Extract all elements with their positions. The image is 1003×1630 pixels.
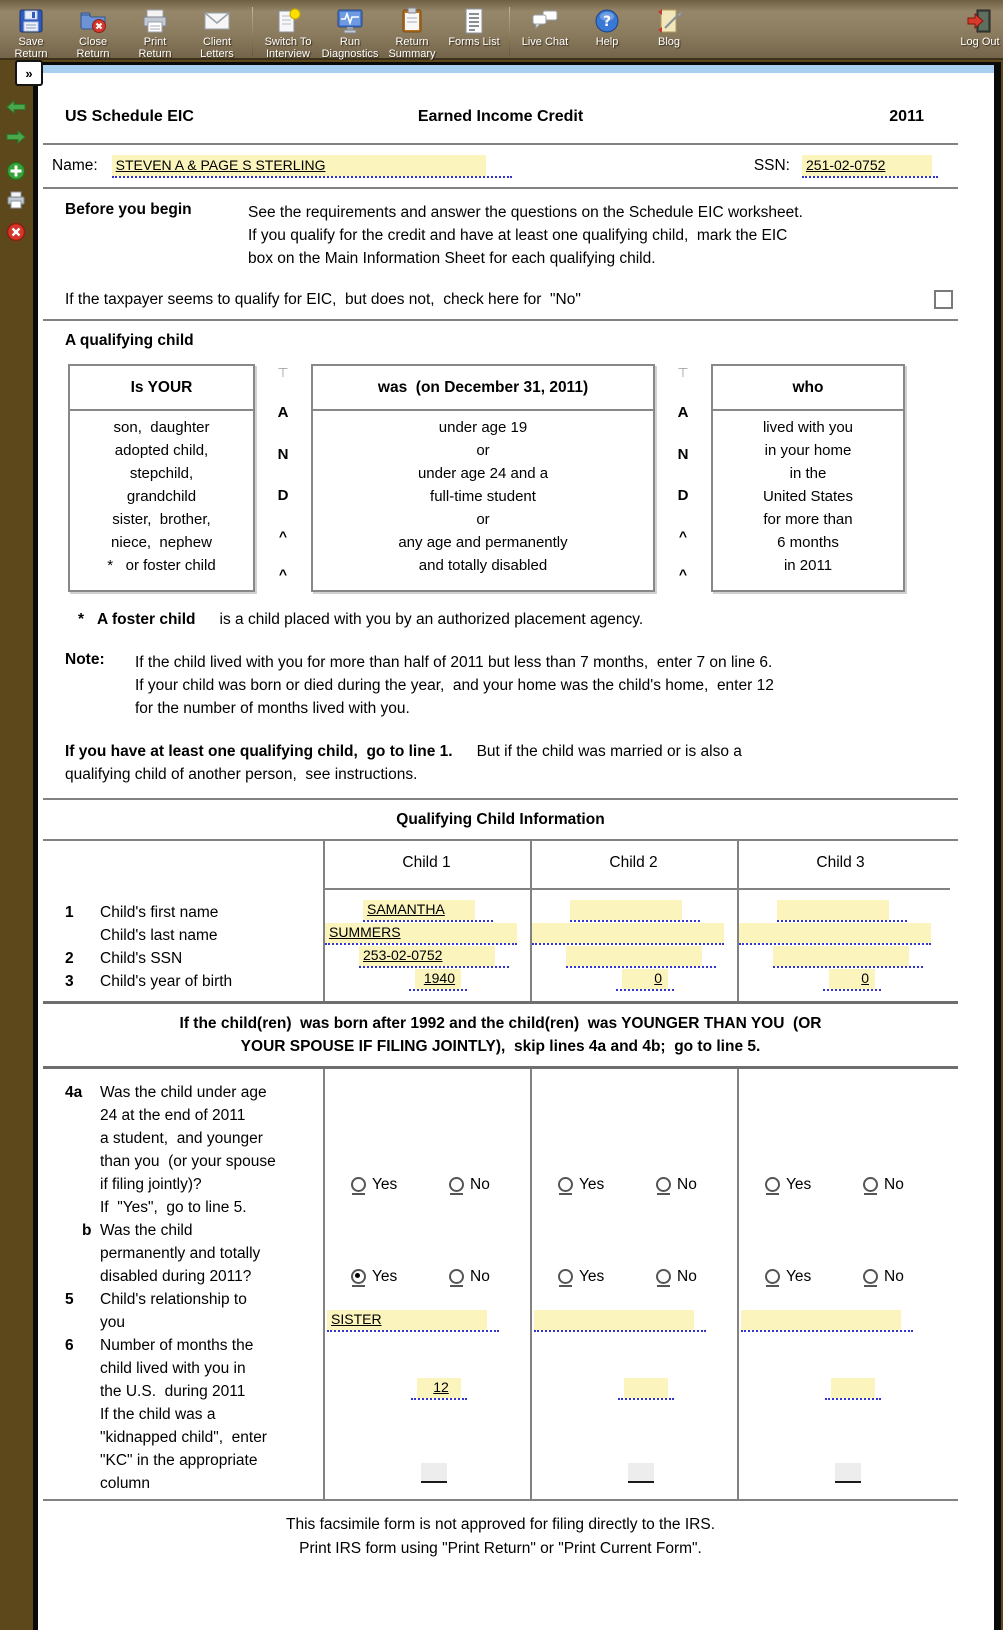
box-line: under age 24 and a (417, 465, 549, 482)
asterisk: * (78, 611, 85, 628)
connector-caret: ^ (278, 565, 288, 582)
goto-line1-section (43, 740, 958, 786)
toolbar-label: Print Return (138, 36, 172, 60)
connector-caret: ^ (678, 565, 688, 582)
before-text-line: See the requirements and answer the questions on the Schedule EIC worksheet. (248, 204, 803, 221)
eic-no-checkbox[interactable] (934, 290, 953, 309)
radio-4b-no-child3[interactable] (863, 1269, 878, 1284)
radio-4a-yes-child3[interactable] (765, 1177, 780, 1192)
q4a-line: if filing jointly)? (100, 1176, 202, 1193)
close-return-button[interactable] (64, 5, 122, 60)
form-tax-year: 2011 (889, 108, 924, 125)
connector-letter: N (277, 445, 289, 463)
eic-no-row (43, 290, 958, 309)
facsimile-footer (43, 1513, 958, 1561)
q6-line: 6 Number of months the (43, 1334, 253, 1357)
row-birth-year-label: 3 Child's year of birth (43, 970, 232, 993)
form-title-row (43, 105, 958, 129)
client-letters-icon (202, 5, 232, 36)
box-line: and totally disabled (418, 557, 548, 574)
client-letters-button[interactable] (188, 5, 246, 60)
box-line: adopted child, (114, 442, 209, 459)
blog-icon (654, 5, 684, 36)
note-section (43, 651, 958, 720)
qualifying-child-table (43, 841, 958, 1001)
save-return-icon (16, 5, 46, 36)
divider (43, 1499, 958, 1501)
name-label: Name: (52, 157, 98, 174)
q4a-child2-yes-option: Yes (558, 1173, 604, 1196)
taxpayer-ssn-value: 251-02-0752 (806, 156, 886, 173)
print-return-icon (140, 5, 170, 36)
row-last-name-label: Child's last name (100, 927, 218, 944)
child1-last-name-field[interactable]: SUMMERS (325, 923, 517, 945)
child1-first-name-field[interactable]: SAMANTHA (363, 900, 493, 922)
toolbar-label: Client Letters (200, 36, 234, 60)
close-return-icon (78, 5, 108, 36)
relationship-box (68, 364, 255, 592)
child1-relationship-field[interactable]: SISTER (327, 1310, 499, 1332)
connector-letter: A (277, 404, 289, 422)
child2-birth-year-field[interactable]: 0 (616, 969, 674, 991)
toolbar-label: Switch To Interview (264, 36, 312, 60)
q6-line: the U.S. during 2011 (100, 1383, 246, 1400)
eic-no-text: If the taxpayer seems to qualify for EIC, but does not, check here for "No" (65, 290, 581, 308)
q4a-child3-yes-option: Yes (765, 1173, 811, 1196)
connector-letter: N (677, 445, 689, 463)
close-red-icon[interactable] (6, 222, 26, 242)
skip-lines-note: If the child(ren) was born after 1992 and the child(ren) was YOUNGER THAN YOU (OR YOUR SPOUSE IF FILING JOINTLY), skip lines 4a and 4b; go to line 5. (179, 1015, 822, 1055)
q5-line: you (100, 1314, 125, 1331)
q4a-line: 4a Was the child under age (43, 1081, 267, 1104)
and-connector (655, 364, 711, 592)
box-line: full-time student (430, 488, 536, 505)
note-line: for the number of months lived with you. (135, 700, 410, 717)
blog-button[interactable] (640, 5, 698, 48)
box-line: any age and permanently (398, 534, 568, 551)
box-line: in the (789, 465, 827, 482)
box-line: stepchild, (129, 465, 194, 482)
q4a-child1-yes-option: Yes (351, 1173, 397, 1196)
connector-caret: ^ (678, 527, 688, 544)
line-number: 1 (65, 904, 74, 921)
connector-letter: D (277, 487, 289, 505)
expand-tab[interactable] (15, 60, 43, 86)
back-arrow-icon[interactable] (6, 100, 26, 120)
toolbar-label: Forms List (448, 36, 500, 48)
line-number: b (82, 1222, 92, 1239)
form-titlebar-strip (38, 65, 994, 73)
child2-kc-box[interactable] (628, 1463, 654, 1483)
name-ssn-row (43, 145, 958, 187)
run-diagnostics-icon (335, 5, 365, 36)
box-line: or (476, 511, 490, 528)
line-number: 3 (65, 973, 74, 990)
return-summary-icon (397, 5, 427, 36)
q4a-line: a student, and younger (100, 1130, 263, 1147)
radio-4a-no-child2[interactable] (656, 1177, 671, 1192)
switch-to-interview-icon (273, 5, 303, 36)
child3-months-field[interactable] (825, 1378, 881, 1400)
box-line: lived with you (762, 419, 854, 436)
q4b-line: disabled during 2011? (100, 1268, 252, 1285)
age-box (311, 364, 655, 592)
child2-last-name-field[interactable] (532, 923, 724, 945)
connector-letter: A (677, 404, 689, 422)
child1-kc-box[interactable] (421, 1463, 447, 1483)
row-first-name-label: 1 Child's first name (43, 901, 218, 924)
svg-text:?: ? (602, 13, 612, 30)
q4a-child1-no-option: No (449, 1173, 490, 1196)
residency-box (711, 364, 905, 592)
column-divider (323, 1069, 325, 1499)
and-connector (255, 364, 311, 592)
divider (43, 319, 958, 321)
child3-first-name-field[interactable] (777, 900, 907, 922)
taxpayer-ssn-field[interactable] (802, 155, 938, 178)
before-text-line: If you qualify for the credit and have at least one qualifying child, mark the EIC (248, 227, 788, 244)
box-line: * or foster child (107, 557, 216, 574)
q4b-line: b Was the child (43, 1219, 192, 1242)
note-line: If your child was born or died during the year, and your home was the child's home, enter 12 (135, 677, 774, 694)
form-title-center: Earned Income Credit (417, 108, 584, 125)
print-return-button[interactable] (126, 5, 184, 60)
toolbar-label: Save Return (14, 36, 48, 60)
note-line: If the child lived with you for more than half of 2011 but less than 7 months, enter 7 on line 6. (135, 654, 773, 671)
radio-4b-yes-child2[interactable] (558, 1269, 573, 1284)
qualifying-child-boxes (68, 364, 958, 592)
connector-letter: D (677, 487, 689, 505)
qualifying-child-heading: A qualifying child (65, 332, 194, 349)
box-line: 6 months (777, 534, 839, 551)
line-number: 5 (65, 1291, 74, 1308)
radio-4a-yes-child1[interactable] (351, 1177, 366, 1192)
toolbar-label: Log Out (960, 36, 1000, 48)
form-title-left: US Schedule EIC (65, 108, 194, 125)
child1-months-field[interactable]: 12 (411, 1378, 467, 1400)
box-line: son, daughter (113, 419, 210, 436)
connector-top: ⊤ (677, 365, 689, 380)
column-divider (737, 1069, 739, 1499)
q4a-line: than you (or your spouse (100, 1153, 276, 1170)
q4a-line: 24 at the end of 2011 (100, 1107, 246, 1124)
q4b-child1-no-option: No (449, 1265, 490, 1288)
return-summary-button[interactable] (383, 5, 441, 60)
forms-list-icon (459, 5, 489, 36)
child2-relationship-field[interactable] (534, 1310, 706, 1332)
box-line: in your home (764, 442, 852, 459)
child2-months-field[interactable] (618, 1378, 674, 1400)
log-out-button[interactable] (951, 5, 1003, 48)
help-button[interactable] (578, 5, 636, 48)
q6-line: child lived with you in (100, 1360, 246, 1377)
before-text-line: box on the Main Information Sheet for each qualifying child. (248, 250, 656, 267)
q4a-child3-no-option: No (863, 1173, 904, 1196)
left-sidebar (0, 60, 33, 1630)
child3-header: Child 3 (816, 854, 865, 871)
child1-ssn-field[interactable]: 253-02-0752 (359, 946, 509, 968)
q6-line: column (100, 1475, 150, 1492)
before-you-begin-section (43, 201, 958, 270)
box-line: niece, nephew (111, 534, 212, 551)
footer-line: Print IRS form using "Print Return" or "Print Current Form". (299, 1540, 702, 1557)
connector-top: ⊤ (277, 365, 289, 380)
q6-line: If the child was a (100, 1406, 216, 1423)
child1-header: Child 1 (402, 854, 451, 871)
q4b-child3-yes-option: Yes (765, 1265, 811, 1288)
divider-thick (43, 1001, 958, 1004)
child3-birth-year-field[interactable]: 0 (823, 969, 881, 991)
box-line: grandchild (126, 488, 197, 505)
age-box-header: was (on December 31, 2011) (313, 366, 653, 411)
radio-4a-no-child3[interactable] (863, 1177, 878, 1192)
footer-line: This facsimile form is not approved for filing directly to the IRS. (286, 1516, 715, 1533)
child2-header: Child 2 (609, 854, 658, 871)
taxpayer-name-value: STEVEN A & PAGE S STERLING (115, 156, 326, 173)
box-line: under age 19 (438, 419, 528, 436)
q5-line: 5 Child's relationship to (43, 1288, 247, 1311)
qci-title: Qualifying Child Information (396, 811, 605, 828)
q6-line: "KC" in the appropriate (100, 1452, 258, 1469)
header-underline (323, 888, 950, 890)
box-line: United States (762, 488, 854, 505)
divider (43, 187, 958, 189)
run-diagnostics-button[interactable] (321, 5, 379, 60)
note-label: Note: (65, 651, 105, 668)
forms-list-button[interactable] (445, 5, 503, 48)
radio-4b-yes-child1[interactable] (351, 1269, 366, 1284)
q4a-line: If "Yes", go to line 5. (100, 1199, 247, 1216)
connector-caret: ^ (278, 527, 288, 544)
box-line: in 2011 (783, 557, 833, 574)
foster-child-text: is a child placed with you by an authorized placement agency. (219, 611, 644, 628)
forward-arrow-icon[interactable] (6, 130, 26, 150)
help-icon (592, 5, 622, 36)
goto-line2: qualifying child of another person, see instructions. (65, 766, 418, 783)
before-you-begin-label: Before you begin (65, 201, 192, 218)
toolbar-label: Live Chat (521, 36, 569, 48)
foster-child-note (43, 608, 958, 631)
divider (43, 798, 958, 800)
toolbar-label: Help (595, 36, 619, 48)
radio-4b-no-child1[interactable] (449, 1269, 464, 1284)
toolbar-divider (252, 7, 253, 56)
child3-relationship-field[interactable] (741, 1310, 913, 1332)
line-number: 6 (65, 1337, 74, 1354)
schedule-eic-form (38, 73, 994, 1630)
q4b-child1-yes-option: Yes (351, 1265, 397, 1288)
child3-kc-box[interactable] (835, 1463, 861, 1483)
toolbar-label: Return Summary (388, 36, 436, 60)
taxpayer-name-field[interactable] (112, 155, 512, 178)
relationship-box-header: Is YOUR (70, 366, 253, 411)
q4b-child2-no-option: No (656, 1265, 697, 1288)
goto-line1-rest: But if the child was married or is also a (476, 743, 742, 760)
box-line: or (476, 442, 490, 459)
add-icon[interactable] (6, 161, 26, 181)
goto-line1-bold: If you have at least one qualifying child, go to line 1. (65, 743, 453, 760)
log-out-icon (965, 5, 995, 36)
toolbar-label: Close Return (76, 36, 110, 60)
live-chat-icon (530, 5, 560, 36)
radio-4a-yes-child2[interactable] (558, 1177, 573, 1192)
child2-first-name-field[interactable] (570, 900, 700, 922)
q6-line: "kidnapped child", enter (100, 1429, 267, 1446)
box-line: sister, brother, (112, 511, 211, 528)
radio-4b-no-child2[interactable] (656, 1269, 671, 1284)
box-line: for more than (763, 511, 853, 528)
toolbar-divider (509, 7, 510, 56)
line-number: 4a (65, 1084, 83, 1101)
line-number: 2 (65, 950, 74, 967)
foster-child-bold: A foster child (97, 611, 196, 628)
child3-last-name-field[interactable] (739, 923, 931, 945)
radio-4a-no-child1[interactable] (449, 1177, 464, 1192)
child2-ssn-field[interactable] (566, 946, 716, 968)
toolbar-label: Run Diagnostics (321, 36, 379, 60)
form-window (33, 62, 1001, 1630)
toolbar (0, 0, 1003, 60)
toolbar-label: Blog (657, 36, 681, 48)
print-page-icon[interactable] (6, 190, 26, 210)
q4b-child2-yes-option: Yes (558, 1265, 604, 1288)
live-chat-button[interactable] (516, 5, 574, 48)
save-return-button[interactable] (2, 5, 60, 60)
switch-to-interview-button[interactable] (259, 5, 317, 60)
ssn-label: SSN: (753, 157, 790, 174)
lines-4a-to-6-section (43, 1069, 958, 1499)
column-divider (530, 1069, 532, 1499)
radio-4b-yes-child3[interactable] (765, 1269, 780, 1284)
child3-ssn-field[interactable] (773, 946, 923, 968)
row-ssn-label: 2 Child's SSN (43, 947, 182, 970)
residency-box-header: who (713, 366, 903, 411)
q4b-line: permanently and totally (100, 1245, 261, 1262)
q4b-child3-no-option: No (863, 1265, 904, 1288)
expand-glyph: » (25, 65, 33, 81)
child1-birth-year-field[interactable]: 1940 (409, 969, 467, 991)
q4a-child2-no-option: No (656, 1173, 697, 1196)
